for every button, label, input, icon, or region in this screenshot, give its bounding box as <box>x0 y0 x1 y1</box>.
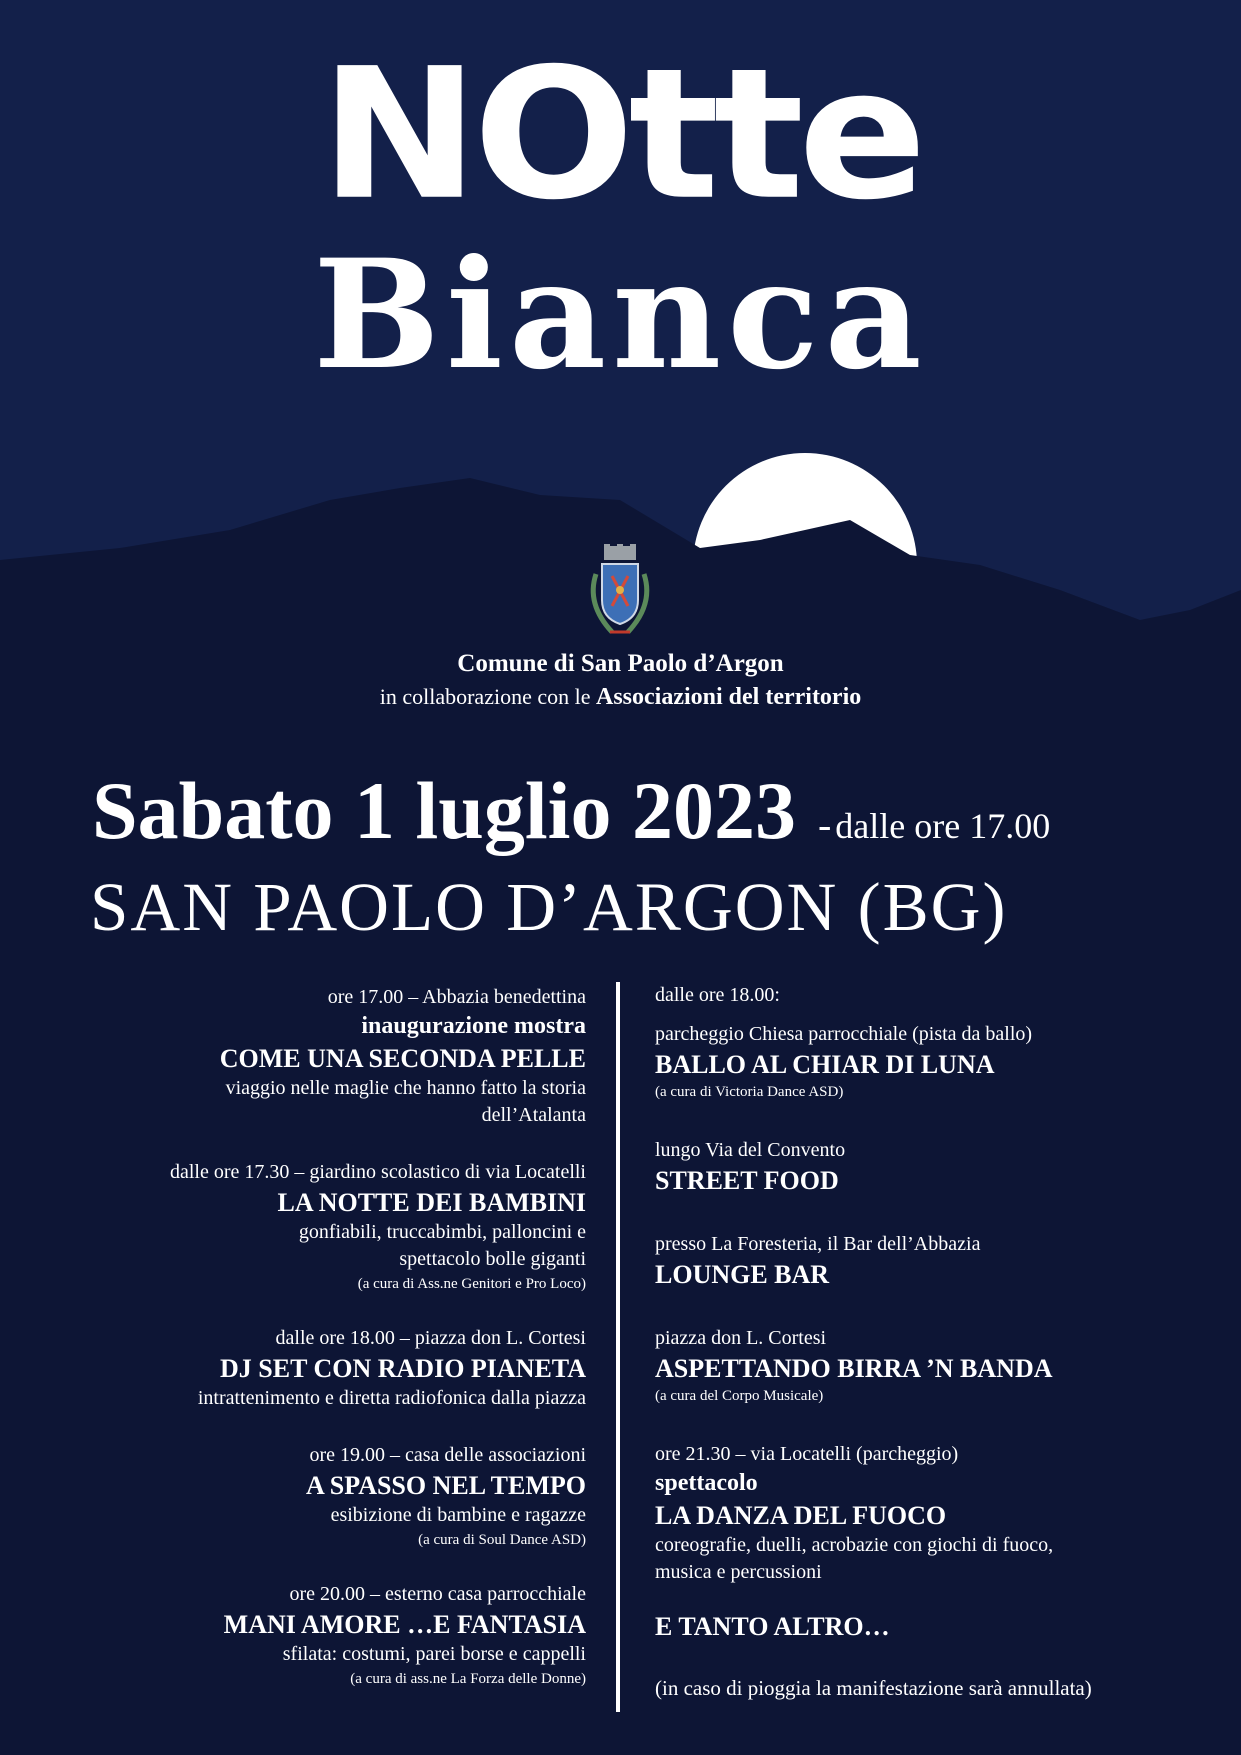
program-when: ore 17.00 – Abbazia benedettina <box>327 986 586 1008</box>
event-logo <box>0 29 1241 403</box>
rain-notice: (in caso di pioggia la manifestazione sarà annullata) <box>655 1676 1092 1700</box>
program-title: BALLO AL CHIAR DI LUNA <box>655 1050 995 1079</box>
program-title: ASPETTANDO BIRRA ’N BANDA <box>655 1354 1053 1383</box>
program-item <box>655 1021 1215 1103</box>
date-separator: - <box>817 802 832 847</box>
program-desc: viaggio nelle maglie che hanno fatto la storia <box>225 1077 586 1099</box>
program-title: LA NOTTE DEI BAMBINI <box>277 1188 586 1217</box>
program-title: DJ SET CON RADIO PIANETA <box>220 1354 586 1383</box>
program-item <box>655 1325 1215 1407</box>
program-when: presso La Foresteria, il Bar dell’Abbazia <box>655 1233 981 1255</box>
program-credit: (a cura di Ass.ne Genitori e Pro Loco) <box>357 1276 586 1292</box>
program-item <box>26 1159 586 1295</box>
program-when: dalle ore 18.00 – piazza don L. Cortesi <box>275 1327 586 1349</box>
program-desc: spettacolo bolle giganti <box>399 1248 586 1270</box>
program-item <box>26 984 586 1129</box>
program-credit: (a cura del Corpo Musicale) <box>655 1388 824 1404</box>
program-pre: spettacolo <box>655 1470 758 1496</box>
program-item <box>26 1581 586 1690</box>
organizer-block <box>0 650 1241 711</box>
program-desc: musica e percussioni <box>655 1561 822 1583</box>
program-item <box>26 1325 586 1412</box>
program-when: lungo Via del Convento <box>655 1139 846 1161</box>
event-date-line <box>92 764 1050 858</box>
program-title: COME UNA SECONDA PELLE <box>219 1044 586 1073</box>
program-title: STREET FOOD <box>655 1166 839 1195</box>
program-when: ore 21.30 – via Locatelli (parcheggio) <box>655 1443 959 1465</box>
coat-of-arms-icon <box>582 544 658 644</box>
program-item <box>26 1442 586 1551</box>
program-desc: gonfiabili, truccabimbi, palloncini e <box>298 1221 586 1243</box>
program-title: A SPASSO NEL TEMPO <box>305 1471 586 1500</box>
program-item <box>655 1231 1215 1291</box>
program-when: parcheggio Chiesa parrocchiale (pista da ballo) <box>655 1023 1033 1045</box>
collaboration-line <box>0 684 1241 711</box>
program-when: ore 19.00 – casa delle associazioni <box>309 1444 586 1466</box>
and-much-more: E TANTO ALTRO… <box>655 1612 890 1641</box>
program-title: LA DANZA DEL FUOCO <box>655 1501 947 1530</box>
collab-associations: Associazioni del territorio <box>595 684 862 710</box>
program-title: LOUNGE BAR <box>655 1260 830 1289</box>
event-date: Sabato 1 luglio 2023 <box>92 765 796 856</box>
program-desc: sfilata: costumi, parei borse e cappelli <box>282 1643 586 1665</box>
right-program-column <box>655 984 1215 1701</box>
program-when: dalle ore 17.30 – giardino scolastico di via Locatelli <box>170 1161 586 1183</box>
program-credit: (a cura di Victoria Dance ASD) <box>655 1084 844 1100</box>
right-intro: dalle ore 18.00: <box>655 984 780 1006</box>
program-desc: dell’Atalanta <box>481 1104 586 1126</box>
event-start-time: dalle ore 17.00 <box>835 806 1051 846</box>
program-when: piazza don L. Cortesi <box>655 1327 827 1349</box>
program-when: ore 20.00 – esterno casa parrocchiale <box>289 1583 586 1605</box>
program-title: MANI AMORE …E FANTASIA <box>223 1610 586 1639</box>
program-item <box>655 1441 1215 1586</box>
column-divider <box>616 982 620 1712</box>
program-desc: intrattenimento e diretta radiofonica dalla piazza <box>197 1387 586 1409</box>
organizer-name: Comune di San Paolo d’Argon <box>457 650 784 677</box>
program-desc: esibizione di bambine e ragazze <box>330 1504 586 1526</box>
collab-prefix: in collaborazione con le <box>379 684 591 709</box>
program-item <box>655 1137 1215 1197</box>
event-place: SAN PAOLO D’ARGON (BG) <box>90 869 1008 945</box>
program-credit: (a cura di ass.ne La Forza delle Donne) <box>350 1671 586 1687</box>
logo-bianca: Bianca <box>313 227 928 403</box>
program-credit: (a cura di Soul Dance ASD) <box>418 1532 586 1548</box>
logo-notte: NOtte <box>319 29 922 240</box>
program-pre: inaugurazione mostra <box>361 1013 586 1039</box>
program-desc: coreografie, duelli, acrobazie con giochi di fuoco, <box>655 1534 1054 1556</box>
left-program-column <box>26 984 586 1720</box>
